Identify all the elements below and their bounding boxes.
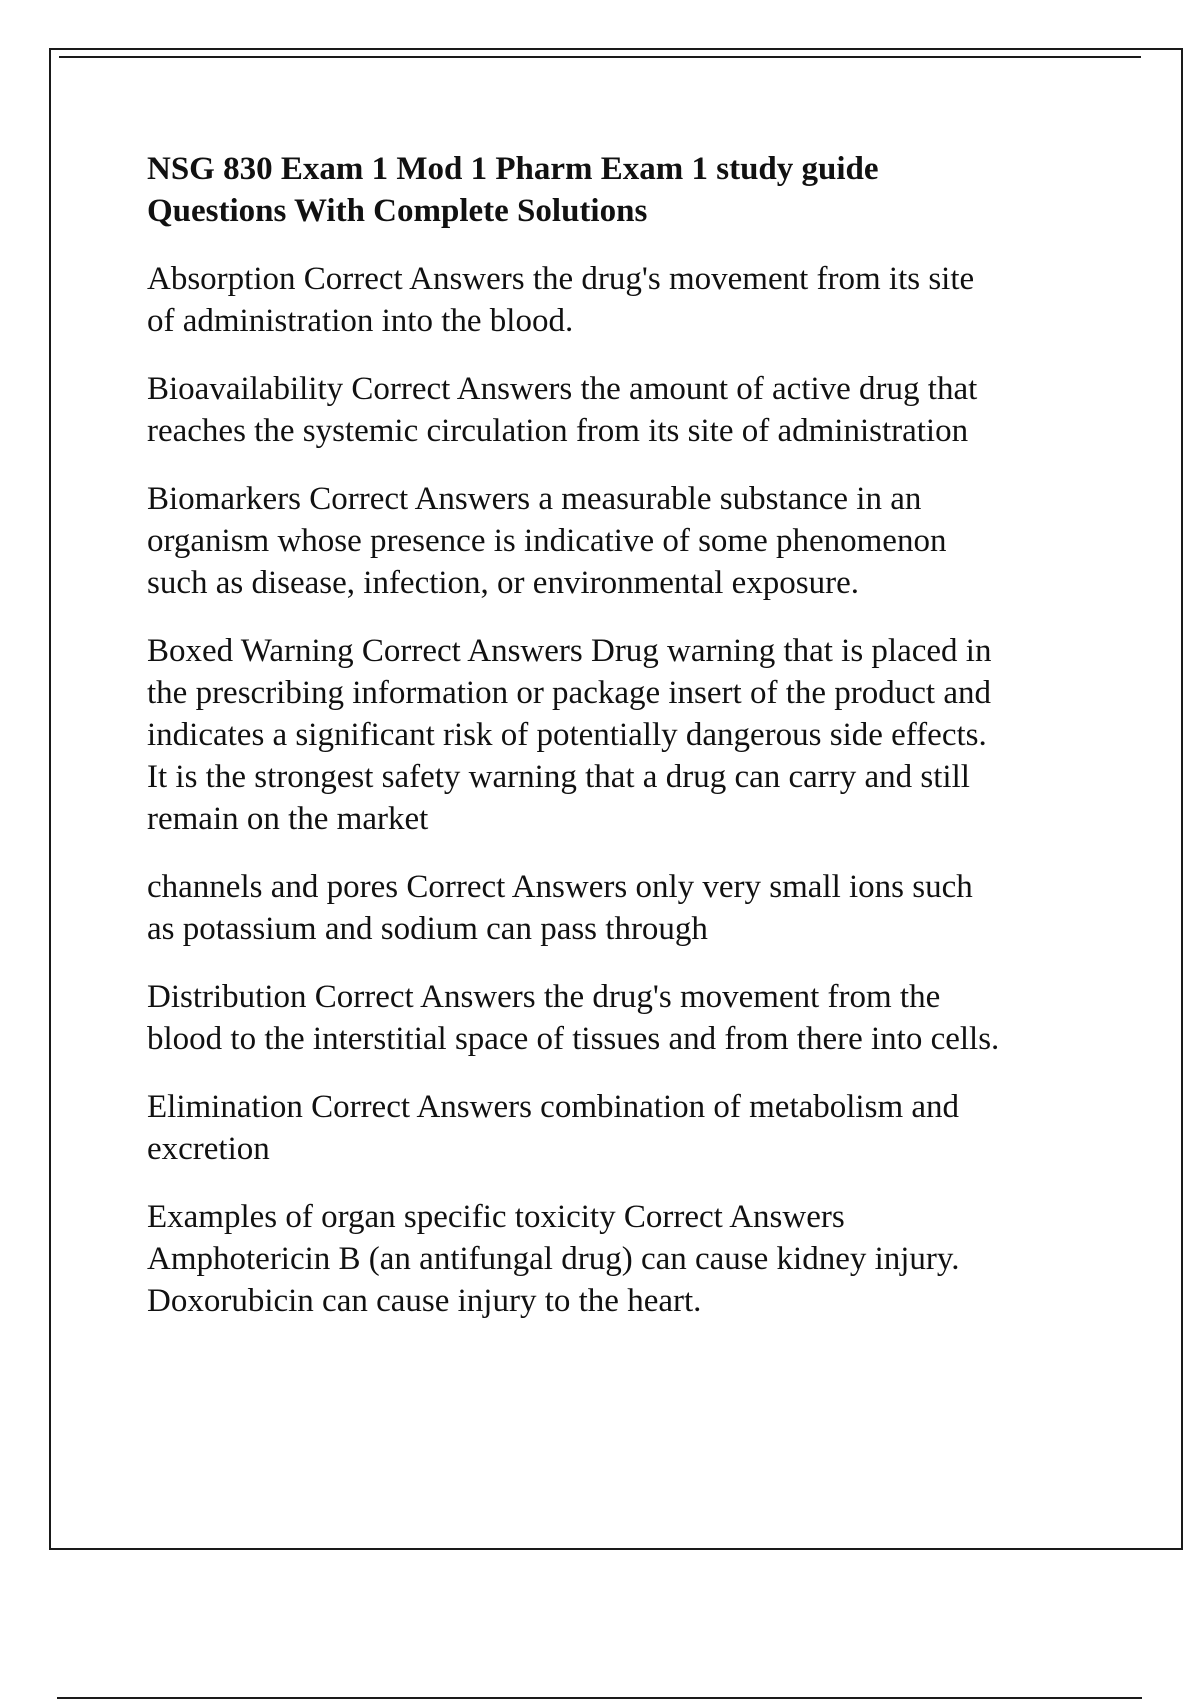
entry-absorption: Absorption Correct Answers the drug's movement from its site of administration into the blood.: [147, 261, 975, 339]
entry-channels-and-pores: channels and pores Correct Answers only very small ions such as potassium and sodium can pass through: [147, 869, 973, 947]
entry-organ-toxicity: Examples of organ specific toxicity Correct Answers Amphotericin B (an antifungal drug) can cause kidney injury. Doxorubicin can cause injury to the heart.: [147, 1199, 960, 1319]
entry-biomarkers: Biomarkers Correct Answers a measurable substance in an organism whose presence is indicative of some phenomenon such as disease, infection, or environmental exposure.: [147, 481, 947, 601]
entry-elimination: Elimination Correct Answers combination of metabolism and excretion: [147, 1089, 960, 1167]
entry-bioavailability: Bioavailability Correct Answers the amount of active drug that reaches the systemic circulation from its site of administration: [147, 371, 978, 449]
entry-boxed-warning: Boxed Warning Correct Answers Drug warning that is placed in the prescribing information or package insert of the product and indicates a significant risk of potentially dangerous side effects. It is the strongest safety warning that a drug can carry and still remain on the market: [147, 633, 992, 837]
document-body: [147, 148, 1147, 1348]
top-rule: [59, 56, 1141, 58]
bottom-rule: [57, 1697, 1142, 1699]
page-frame: [49, 48, 1183, 1550]
entry-distribution: Distribution Correct Answers the drug's movement from the blood to the interstitial space of tissues and from there into cells.: [147, 979, 1000, 1057]
page-title: NSG 830 Exam 1 Mod 1 Pharm Exam 1 study guide Questions With Complete Solutions: [147, 151, 879, 229]
